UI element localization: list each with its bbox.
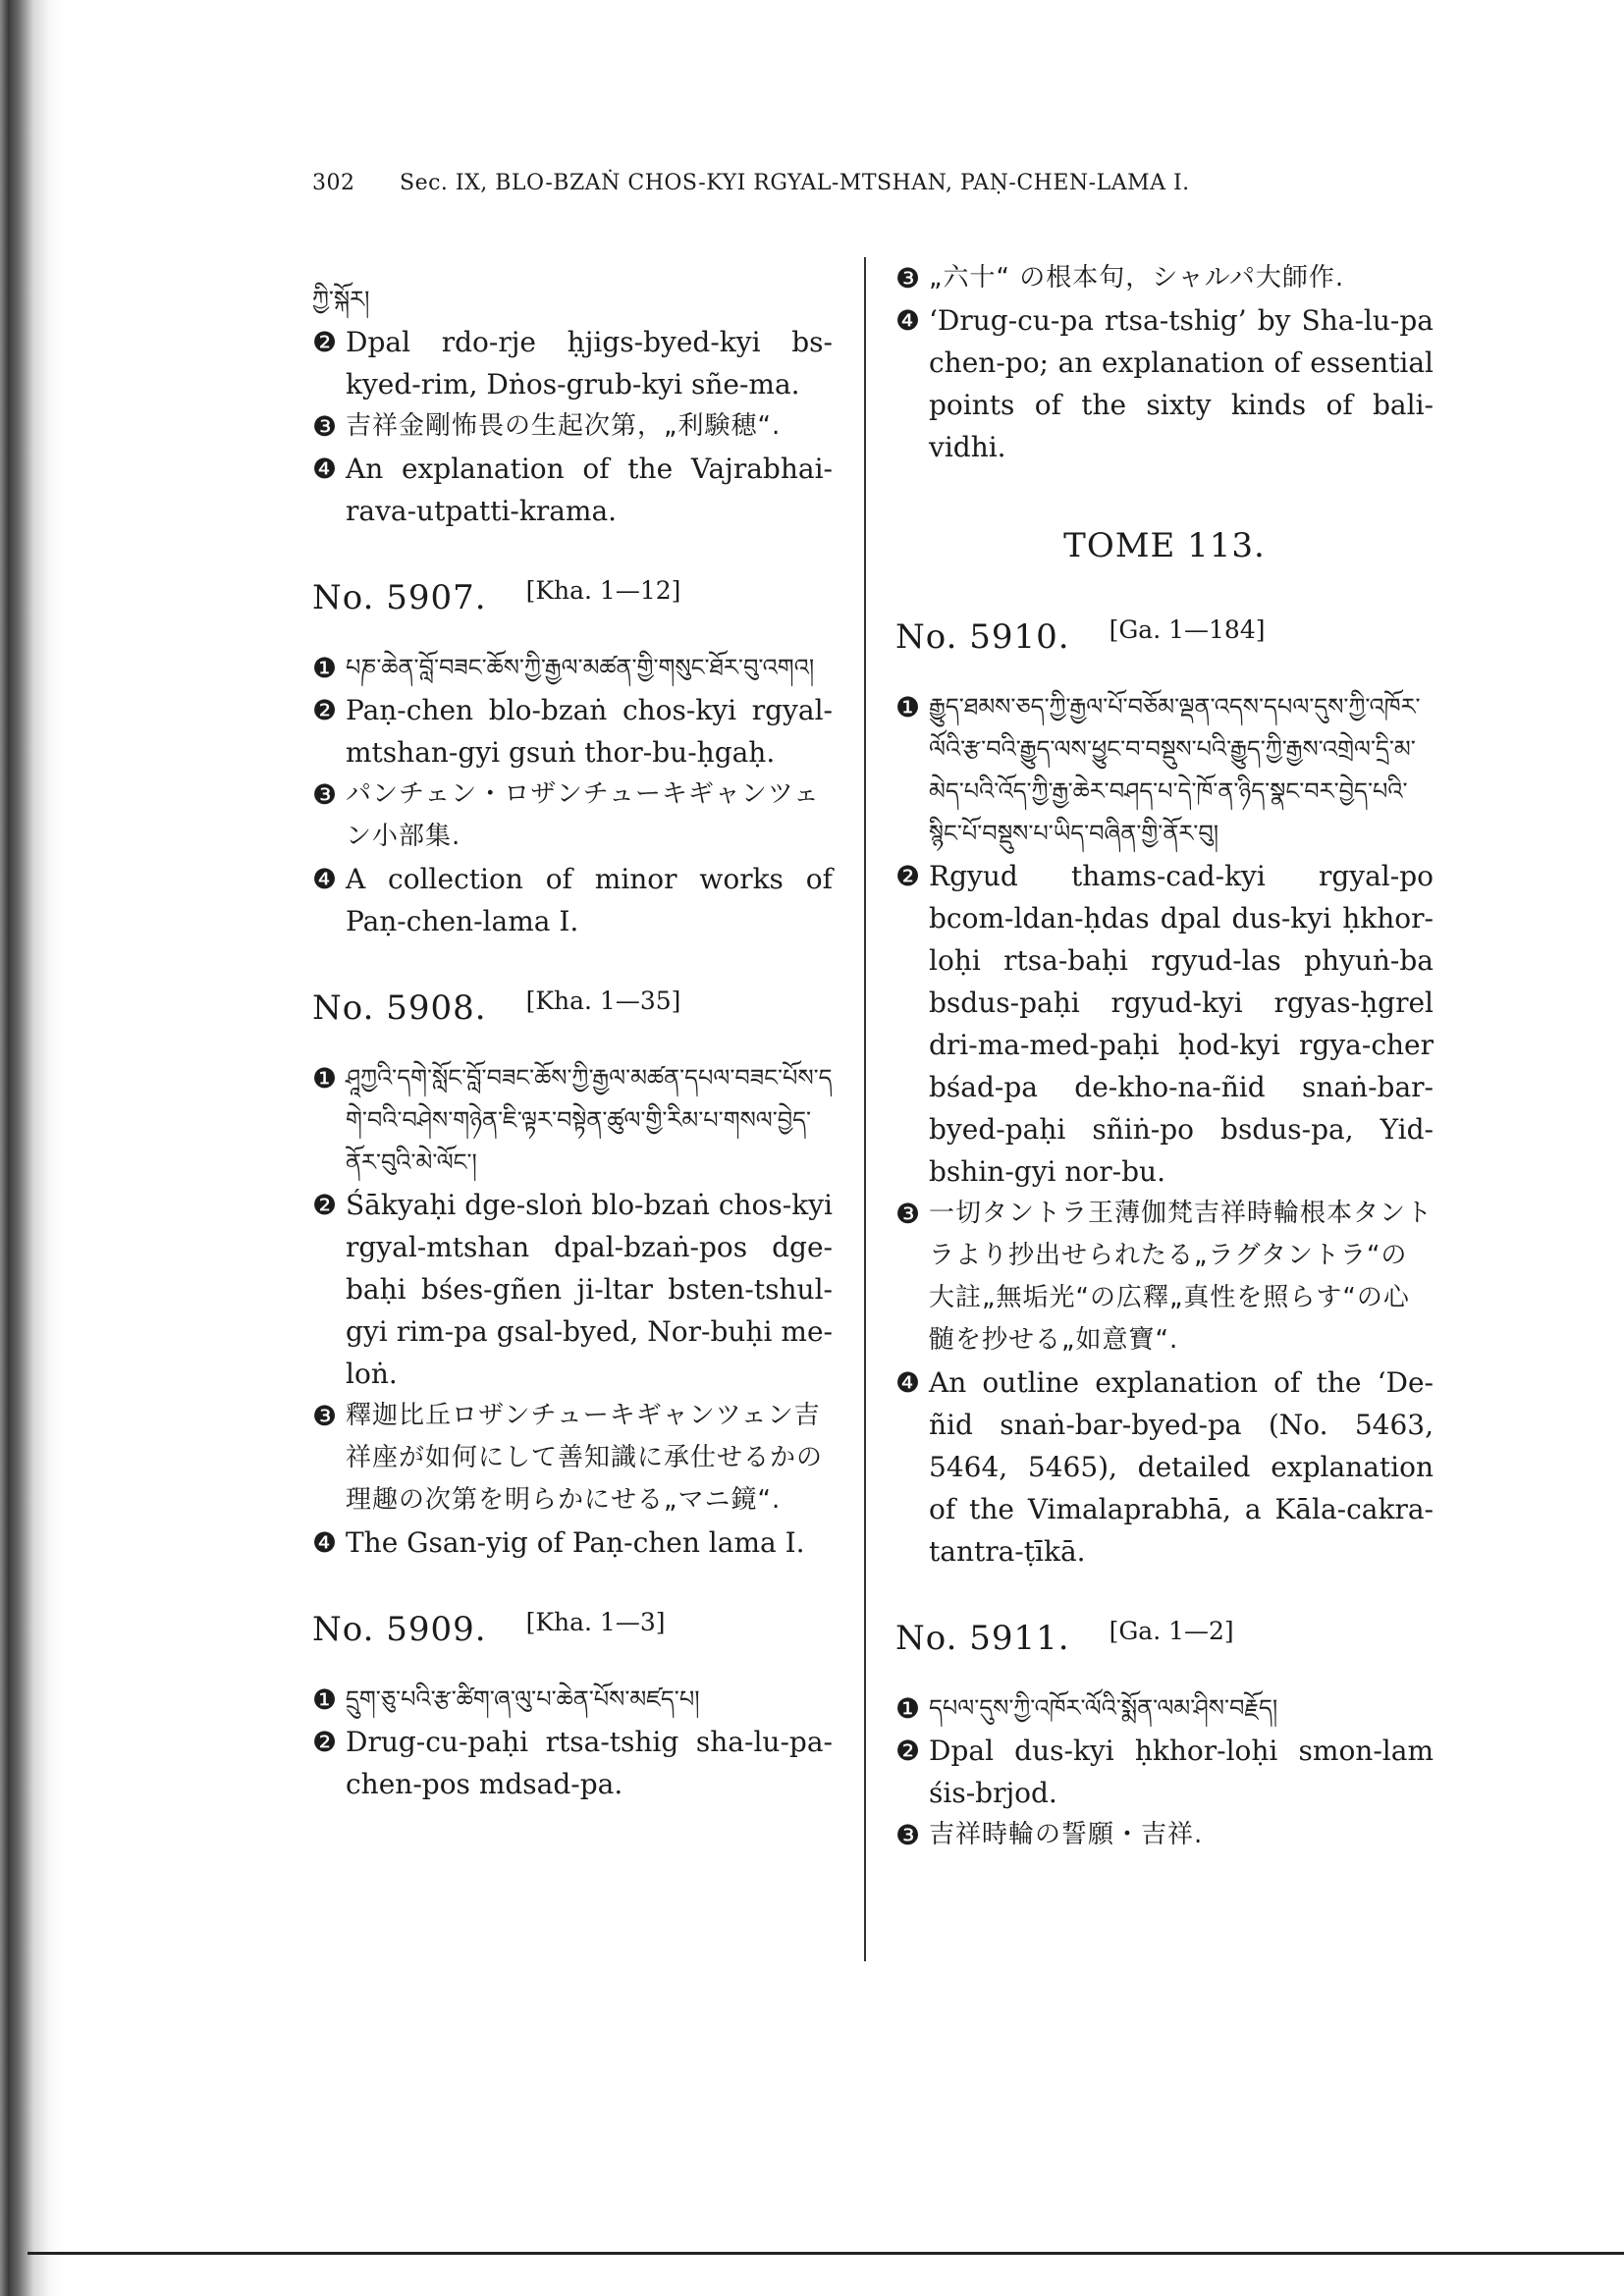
entry-5910-english: ❹ An outline explanation of the ‘De-ñid snaṅ-bar-byed-pa (No. 5463, 5464, 5465), detailed explanation of the Vimalaprabhā, a Kāla-cakra-tantra-ṭīkā. [895,1362,1434,1573]
marker-2: ❷ [312,1726,338,1758]
marker-2: ❷ [312,694,338,726]
continued-item-3: ❸ 吉祥金剛怖畏の生起次第，„利験穂“. [312,405,833,448]
right-column [895,257,1434,1856]
marker-1: ❶ [312,1062,338,1095]
marker-3: ❸ [312,410,338,443]
entry-5911-heading [895,1618,1434,1662]
continued-tibetan-line: ཀྱི་སྐོར། [312,286,370,313]
marker-3: ❸ [895,1819,921,1851]
page-number: 302 [312,171,355,195]
marker-3: ❸ [895,262,921,294]
entry-number: No. 5911. [895,1619,1070,1658]
entry-5910-romanized: ❷ Rgyud thams-cad-kyi rgyal-po bcom-ldan-ḥdas dpal dus-kyi ḥkhor-loḥi rtsa-baḥi rgyud-las phyuṅ-ba bsdus-paḥi rgyud-kyi rgyas-ḥgrel dri-ma-med-paḥi ḥod-kyi rgya-cher bśad-pa de-kho-na-ñid snaṅ-bar-byed-paḥi sñiṅ-po bsdus-pa, Yid-bshin-gyi nor-bu. [895,855,1434,1193]
entry-number: No. 5909. [312,1610,487,1649]
entry-number: No. 5907. [312,578,487,617]
entry-5910-japanese: ❸ 一切タントラ王薄伽梵吉祥時輪根本タントラより抄出せられたる„ラグタントラ“の大註„無垢光“の広釋„真性を照らす“の心髄を抄せる„如意寶“. [895,1193,1434,1362]
marker-4: ❹ [312,453,338,485]
marker-2: ❷ [895,860,921,892]
continued-item-3: ❸ „六十“ の根本句，シャルパ大師作. [895,257,1434,299]
running-title: Sec. IX, BLO-BZAṄ CHOS-KYI RGYAL-MTSHAN, PAṆ-CHEN-LAMA I. [400,171,1190,195]
marker-2: ❷ [312,326,338,358]
entry-5907-tibetan: ❶ པཎ་ཆེན་བློ་བཟང་ཆོས་ཀྱི་རྒྱལ་མཚན་གྱི་གསུང་ཐོར་བུ་འགའ། [312,647,833,689]
entry-reference: [Kha. 1—35] [525,987,681,1015]
marker-2: ❷ [895,1735,921,1767]
entry-number: No. 5910. [895,617,1070,657]
marker-3: ❸ [312,1400,338,1432]
tome-heading: TOME 113. [1063,526,1266,565]
entry-5908-tibetan: ❶ ཤཱཀྱའི་དགེ་སློང་བློ་བཟང་ཆོས་ཀྱི་རྒྱལ་མཚན་དཔལ་བཟང་པོས་དགེ་བའི་བཤེས་གཉེན་ཇི་ལྟར་བསྟེན་ཚུལ་གྱི་རིམ་པ་གསལ་བྱེད་ནོར་བུའི་མེ་ལོང་། [312,1057,833,1184]
running-header [312,171,1412,195]
marker-3: ❸ [312,778,338,811]
page-bottom-edge [27,2252,1624,2255]
marker-1: ❶ [312,652,338,684]
marker-2: ❷ [312,1189,338,1221]
marker-4: ❹ [895,304,921,337]
entry-5910-tibetan: ❶ རྒྱུད་ཐམས་ཅད་ཀྱི་རྒྱལ་པོ་བཅོམ་ལྡན་འདས་དཔལ་དུས་ཀྱི་འཁོར་ལོའི་རྩ་བའི་རྒྱུད་ལས་ཕྱུང་བ་བསྡུས་པའི་རྒྱུད་ཀྱི་རྒྱས་འགྲེལ་དྲི་མ་མེད་པའི་འོད་ཀྱི་རྒྱ་ཆེར་བཤད་པ་དེ་ཁོ་ན་ཉིད་སྣང་བར་བྱེད་པའི་སྙིང་པོ་བསྡུས་པ་ཡིད་བཞིན་གྱི་ནོར་བུ། [895,686,1434,855]
entry-reference: [Kha. 1—3] [525,1608,666,1636]
left-column [312,279,833,1805]
entry-5909-heading [312,1609,833,1653]
entry-5909-romanized: ❷ Drug-cu-paḥi rtsa-tshig sha-lu-pa-chen-pos mdsad-pa. [312,1721,833,1805]
entry-5908-japanese: ❸ 釋迦比丘ロザンチューキギャンツェン吉祥座が如何にして善知識に承仕せるかの理趣の次第を明らかにせる„マニ鏡“. [312,1395,833,1522]
marker-1: ❶ [895,1692,921,1725]
entry-5908-english: ❹ The Gsan-yig of Paṇ-chen lama I. [312,1522,833,1564]
entry-reference: [Ga. 1—2] [1109,1617,1234,1645]
entry-5911-japanese: ❸ 吉祥時輪の誓願・吉祥. [895,1814,1434,1856]
marker-3: ❸ [895,1198,921,1230]
marker-1: ❶ [895,691,921,723]
marker-4: ❹ [895,1366,921,1399]
entry-5911-tibetan: ❶ དཔལ་དུས་ཀྱི་འཁོར་ལོའི་སྨོན་ལམ་ཤིས་བརྗོད། [895,1687,1434,1730]
continued-item-4: ❹ An explanation of the Vajrabhai-rava-utpatti-krama. [312,448,833,532]
entry-5907-japanese: ❸ パンチェン・ロザンチューキギャンツェン小部集. [312,774,833,858]
entry-reference: [Kha. 1—12] [525,576,681,605]
entry-5911-romanized: ❷ Dpal dus-kyi ḥkhor-loḥi smon-lam śis-brjod. [895,1730,1434,1814]
entry-5907-english: ❹ A collection of minor works of Paṇ-chen-lama I. [312,858,833,942]
entry-5908-romanized: ❷ Śākyaḥi dge-sloṅ blo-bzaṅ chos-kyi rgyal-mtshan dpal-bzaṅ-pos dge-baḥi bśes-gñen ji-ltar bsten-tshul-gyi rim-pa gsal-byed, Nor-buḥi me-loṅ. [312,1184,833,1395]
marker-4: ❹ [312,863,338,895]
entry-5909-tibetan: ❶ དྲུག་ཅུ་པའི་རྩ་ཚིག་ཞ་ལུ་པ་ཆེན་པོས་མཛད་པ། [312,1679,833,1721]
continued-item-2: ❷ Dpal rdo-rje ḥjigs-byed-kyi bs-kyed-rim, Dṅos-grub-kyi sñe-ma. [312,321,833,405]
entry-5908-heading [312,988,833,1032]
entry-number: No. 5908. [312,988,487,1028]
entry-5910-heading [895,616,1434,661]
marker-1: ❶ [312,1683,338,1716]
marker-4: ❹ [312,1526,338,1559]
book-spine-shadow [0,0,61,2296]
entry-5907-romanized: ❷ Paṇ-chen blo-bzaṅ chos-kyi rgyal-mtshan-gyi gsuṅ thor-bu-ḥgaḥ. [312,689,833,774]
column-divider [864,257,866,1961]
entry-reference: [Ga. 1—184] [1109,615,1266,644]
continued-item-4: ❹ ‘Drug-cu-pa rtsa-tshig’ by Sha-lu-pa chen-po; an explanation of essential points of the sixty kinds of bali-vidhi. [895,299,1434,468]
entry-5907-heading [312,577,833,621]
